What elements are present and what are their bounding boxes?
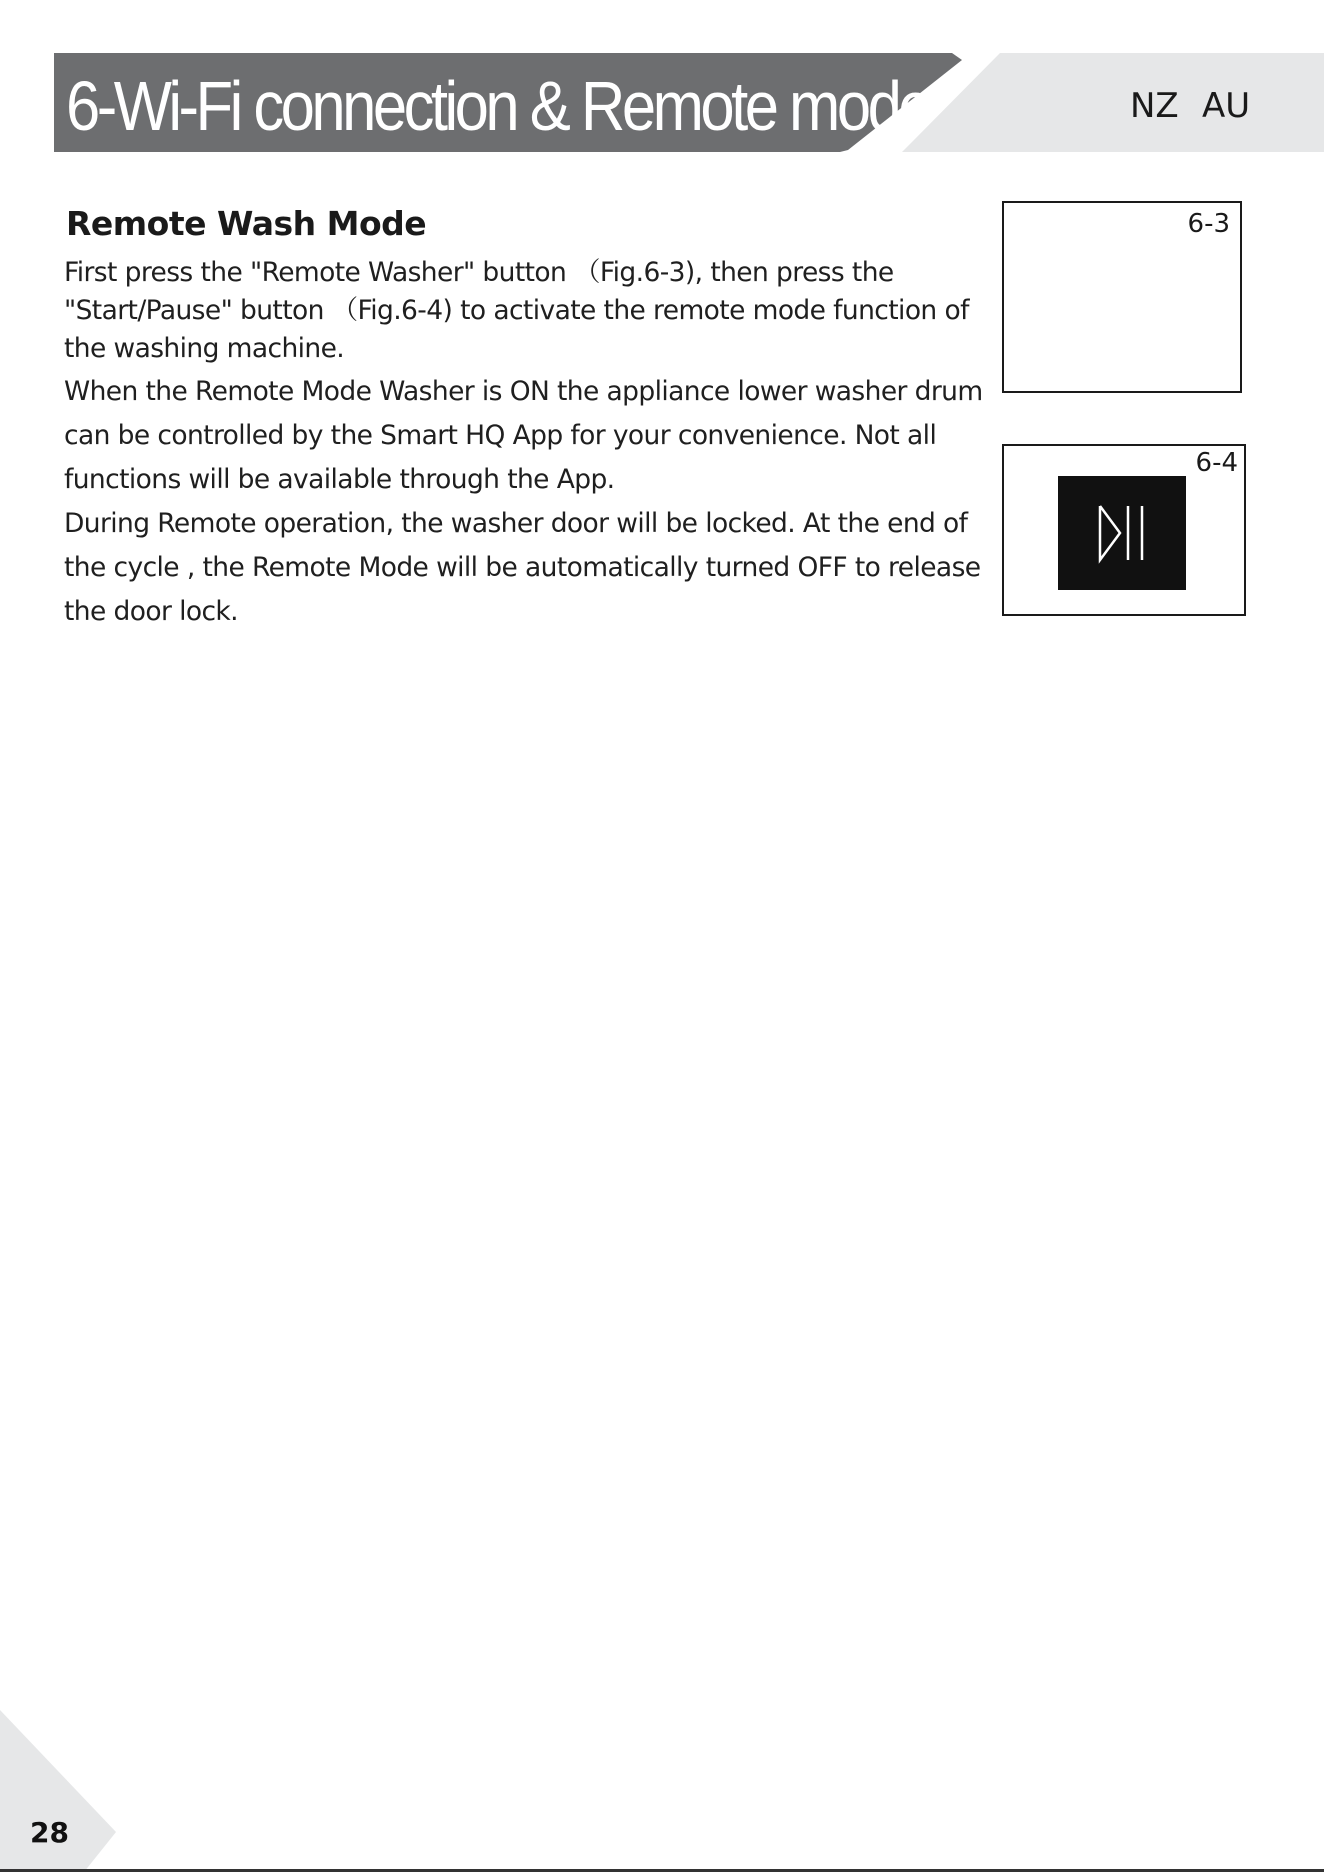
paragraph-app-control: When the Remote Mode Washer is ON the appliance lower washer drum can be controlled by the Smart HQ App for your convenience. Not all functions will be available through the App. bbox=[64, 376, 983, 495]
paragraph-activation: First press the "Remote Washer" button （Fig.6-3), then press the "Start/Pause" button （Fig.6-4) to activate the remote mode function of the washing machine. bbox=[64, 257, 969, 364]
paragraph-door-lock: During Remote operation, the washer door will be locked. At the end of the cycle , the Remote Mode will be automatically turned OFF to release the door lock. bbox=[64, 508, 981, 627]
figure-6-4-label: 6-4 bbox=[1195, 448, 1238, 478]
region-label-nz: NZ bbox=[1130, 86, 1179, 126]
figure-6-4 bbox=[1002, 444, 1246, 616]
header-tab bbox=[902, 53, 1324, 152]
figure-6-3 bbox=[1002, 201, 1242, 393]
page-number: 28 bbox=[30, 1816, 69, 1849]
chapter-title: 6-Wi-Fi connection & Remote mode bbox=[66, 67, 930, 145]
region-label-au: AU bbox=[1202, 86, 1251, 126]
play-pause-icon bbox=[1058, 476, 1186, 590]
section-title: Remote Wash Mode bbox=[66, 204, 427, 243]
figure-6-3-label: 6-3 bbox=[1187, 209, 1230, 239]
